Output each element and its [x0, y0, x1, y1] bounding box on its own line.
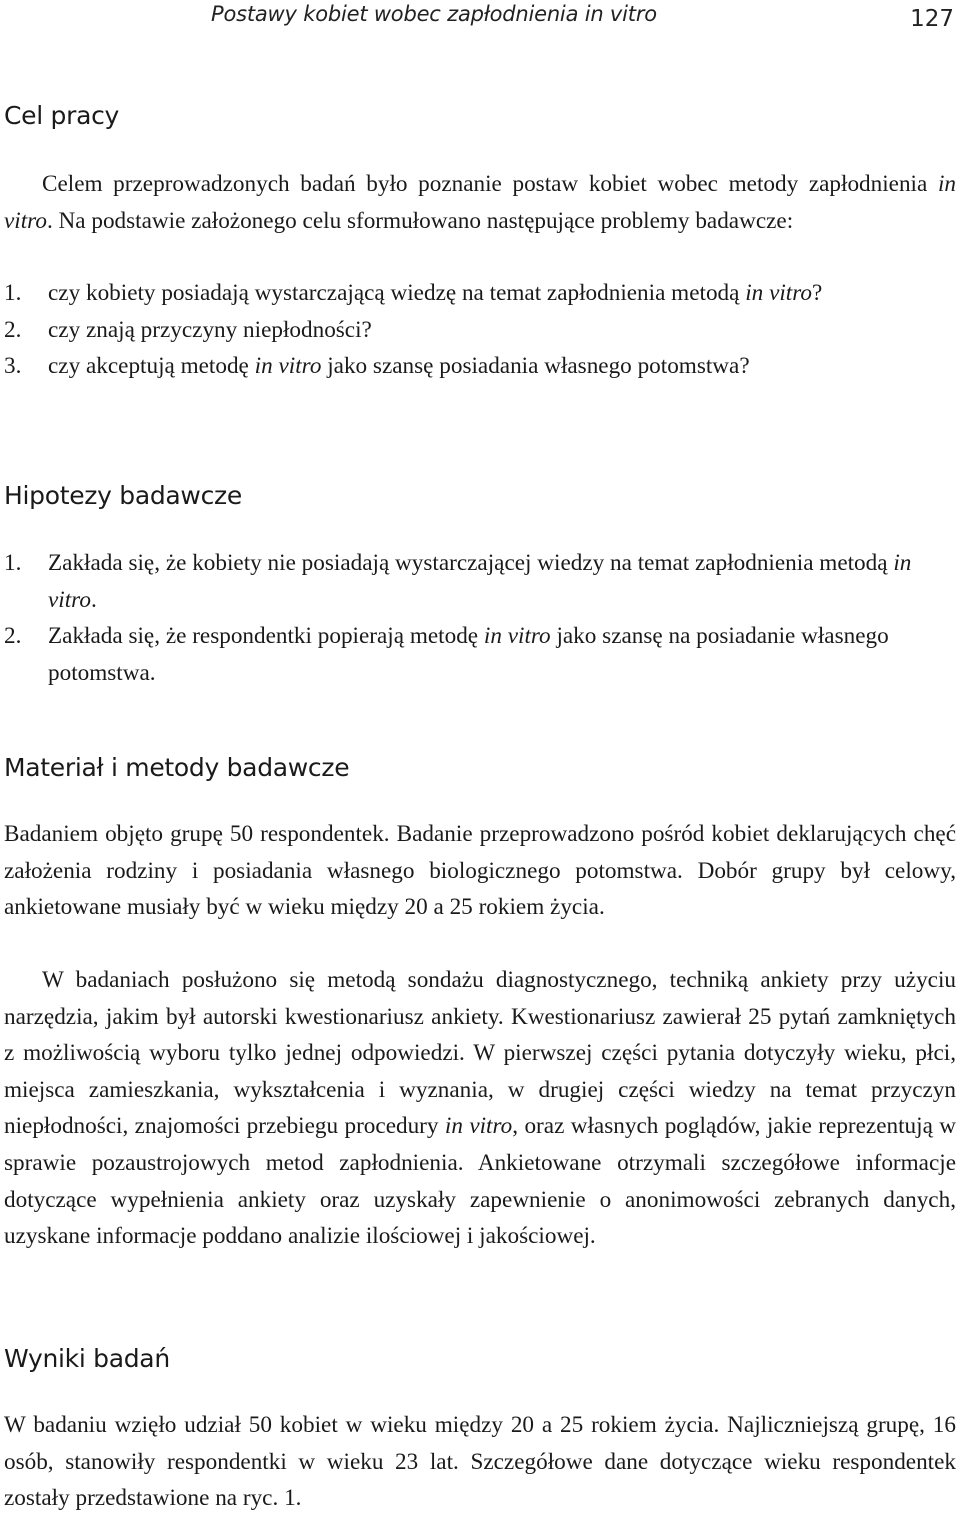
list-item-number: 2.: [4, 316, 22, 343]
cel-pracy-intro-paragraph: [4, 166, 956, 239]
section-heading-cel-pracy: Cel pracy: [4, 101, 120, 130]
paragraph-text-a: W badaniach posłużono się metodą sondażu diagnostycznego, techniką ankiety przy użyciu narzędzia, jakim był autorski kwestionariusz ankiety. Kwestionariusz zawierał 25 pytań zamkniętych z możliwością wyboru tylko jednej odpowiedzi. W pierwszej części pytania dotyczyły wieku, płci, miejsca zamieszkania, wykształcenia i wyznania, w drugiej części wiedzy na temat przyczyn niepłodności, znajomości przebiegu procedury: [4, 967, 956, 1140]
list-item-text: Zakłada się, że kobiety nie posiadają wystarczającej wiedzy na temat zapłodnienia metodą: [48, 550, 894, 576]
list-item-text: czy kobiety posiadają wystarczającą wiedzę na temat zapłodnienia metodą: [48, 280, 746, 306]
list-item: [4, 275, 956, 312]
intro-italic-term: in vitro: [4, 171, 956, 234]
paragraph-italic-term: in vitro: [444, 1113, 513, 1140]
list-item-text: Zakłada się, że respondentki popierają metodę: [48, 623, 484, 650]
material-paragraph-1: Badaniem objęto grupę 50 respondentek. Badanie przeprowadzono pośród kobiet deklarujących chęć założenia rodziny i posiadania własnego biologicznego potomstwa. Dobór grupy był celowy, ankietowane musiały być w wieku między 20 a 25 rokiem życia.: [4, 821, 956, 921]
running-header-title: Postawy kobiet wobec zapłodnienia in vitro: [211, 2, 657, 26]
hypotheses-list: [4, 545, 956, 691]
wyniki-paragraph-1: W badaniu wzięło udział 50 kobiet w wieku między 20 a 25 rokiem życia. Najliczniejszą grupę, 16 osób, stanowiły respondentki w wieku 23 lat. Szczegółowe dane dotyczące wieku respondentek zostały przedstawione na ryc. 1.: [4, 1412, 956, 1512]
list-item-text-end: jako szansę posiadania własnego potomstwa?: [321, 353, 750, 380]
list-item-text: czy znają przyczyny niepłodności?: [48, 316, 372, 343]
list-item: [4, 312, 956, 349]
list-item: [4, 348, 956, 385]
list-item-number: 1.: [4, 280, 22, 306]
list-item-italic: in vitro: [48, 550, 912, 613]
list-item: [4, 545, 956, 618]
section-heading-wyniki: Wyniki badań: [4, 1344, 170, 1373]
research-problems-list: [4, 275, 956, 385]
material-paragraph-2: [4, 962, 956, 1255]
page-number: 127: [910, 6, 954, 32]
list-item-number: 3.: [4, 353, 22, 380]
list-item-italic: in vitro: [483, 623, 551, 650]
list-item-number: 1.: [4, 550, 22, 576]
list-item-italic: in vitro: [745, 280, 812, 306]
list-item-italic: in vitro: [254, 353, 322, 380]
intro-text-a: Celem przeprowadzonych badań było poznanie postaw kobiet wobec metody zapłodnienia: [42, 171, 938, 197]
list-item-text-end: jako szansę na posiadanie własnego potomstwa.: [48, 623, 889, 686]
section-heading-material: Materiał i metody badawcze: [4, 753, 350, 782]
list-item-number: 2.: [4, 623, 22, 650]
list-item-text-end: ?: [812, 280, 823, 306]
list-item-text: czy akceptują metodę: [48, 353, 255, 380]
section-heading-hipotezy: Hipotezy badawcze: [4, 481, 242, 510]
list-item-text-end: .: [90, 586, 97, 613]
list-item: [4, 618, 956, 691]
paragraph-text-b: , oraz własnych poglądów, jakie reprezentują w sprawie pozaustrojowych metod zapłodnienia. Ankietowane otrzymali szczegółowe informacje dotyczące wypełnienia ankiety oraz uzyskały zapewnienie o anonimowości zebranych danych, uzyskane informacje poddano analizie ilościowej i jakościowej.: [4, 1113, 957, 1250]
intro-text-b: . Na podstawie założonego celu sformułowano następujące problemy badawcze:: [46, 207, 794, 234]
